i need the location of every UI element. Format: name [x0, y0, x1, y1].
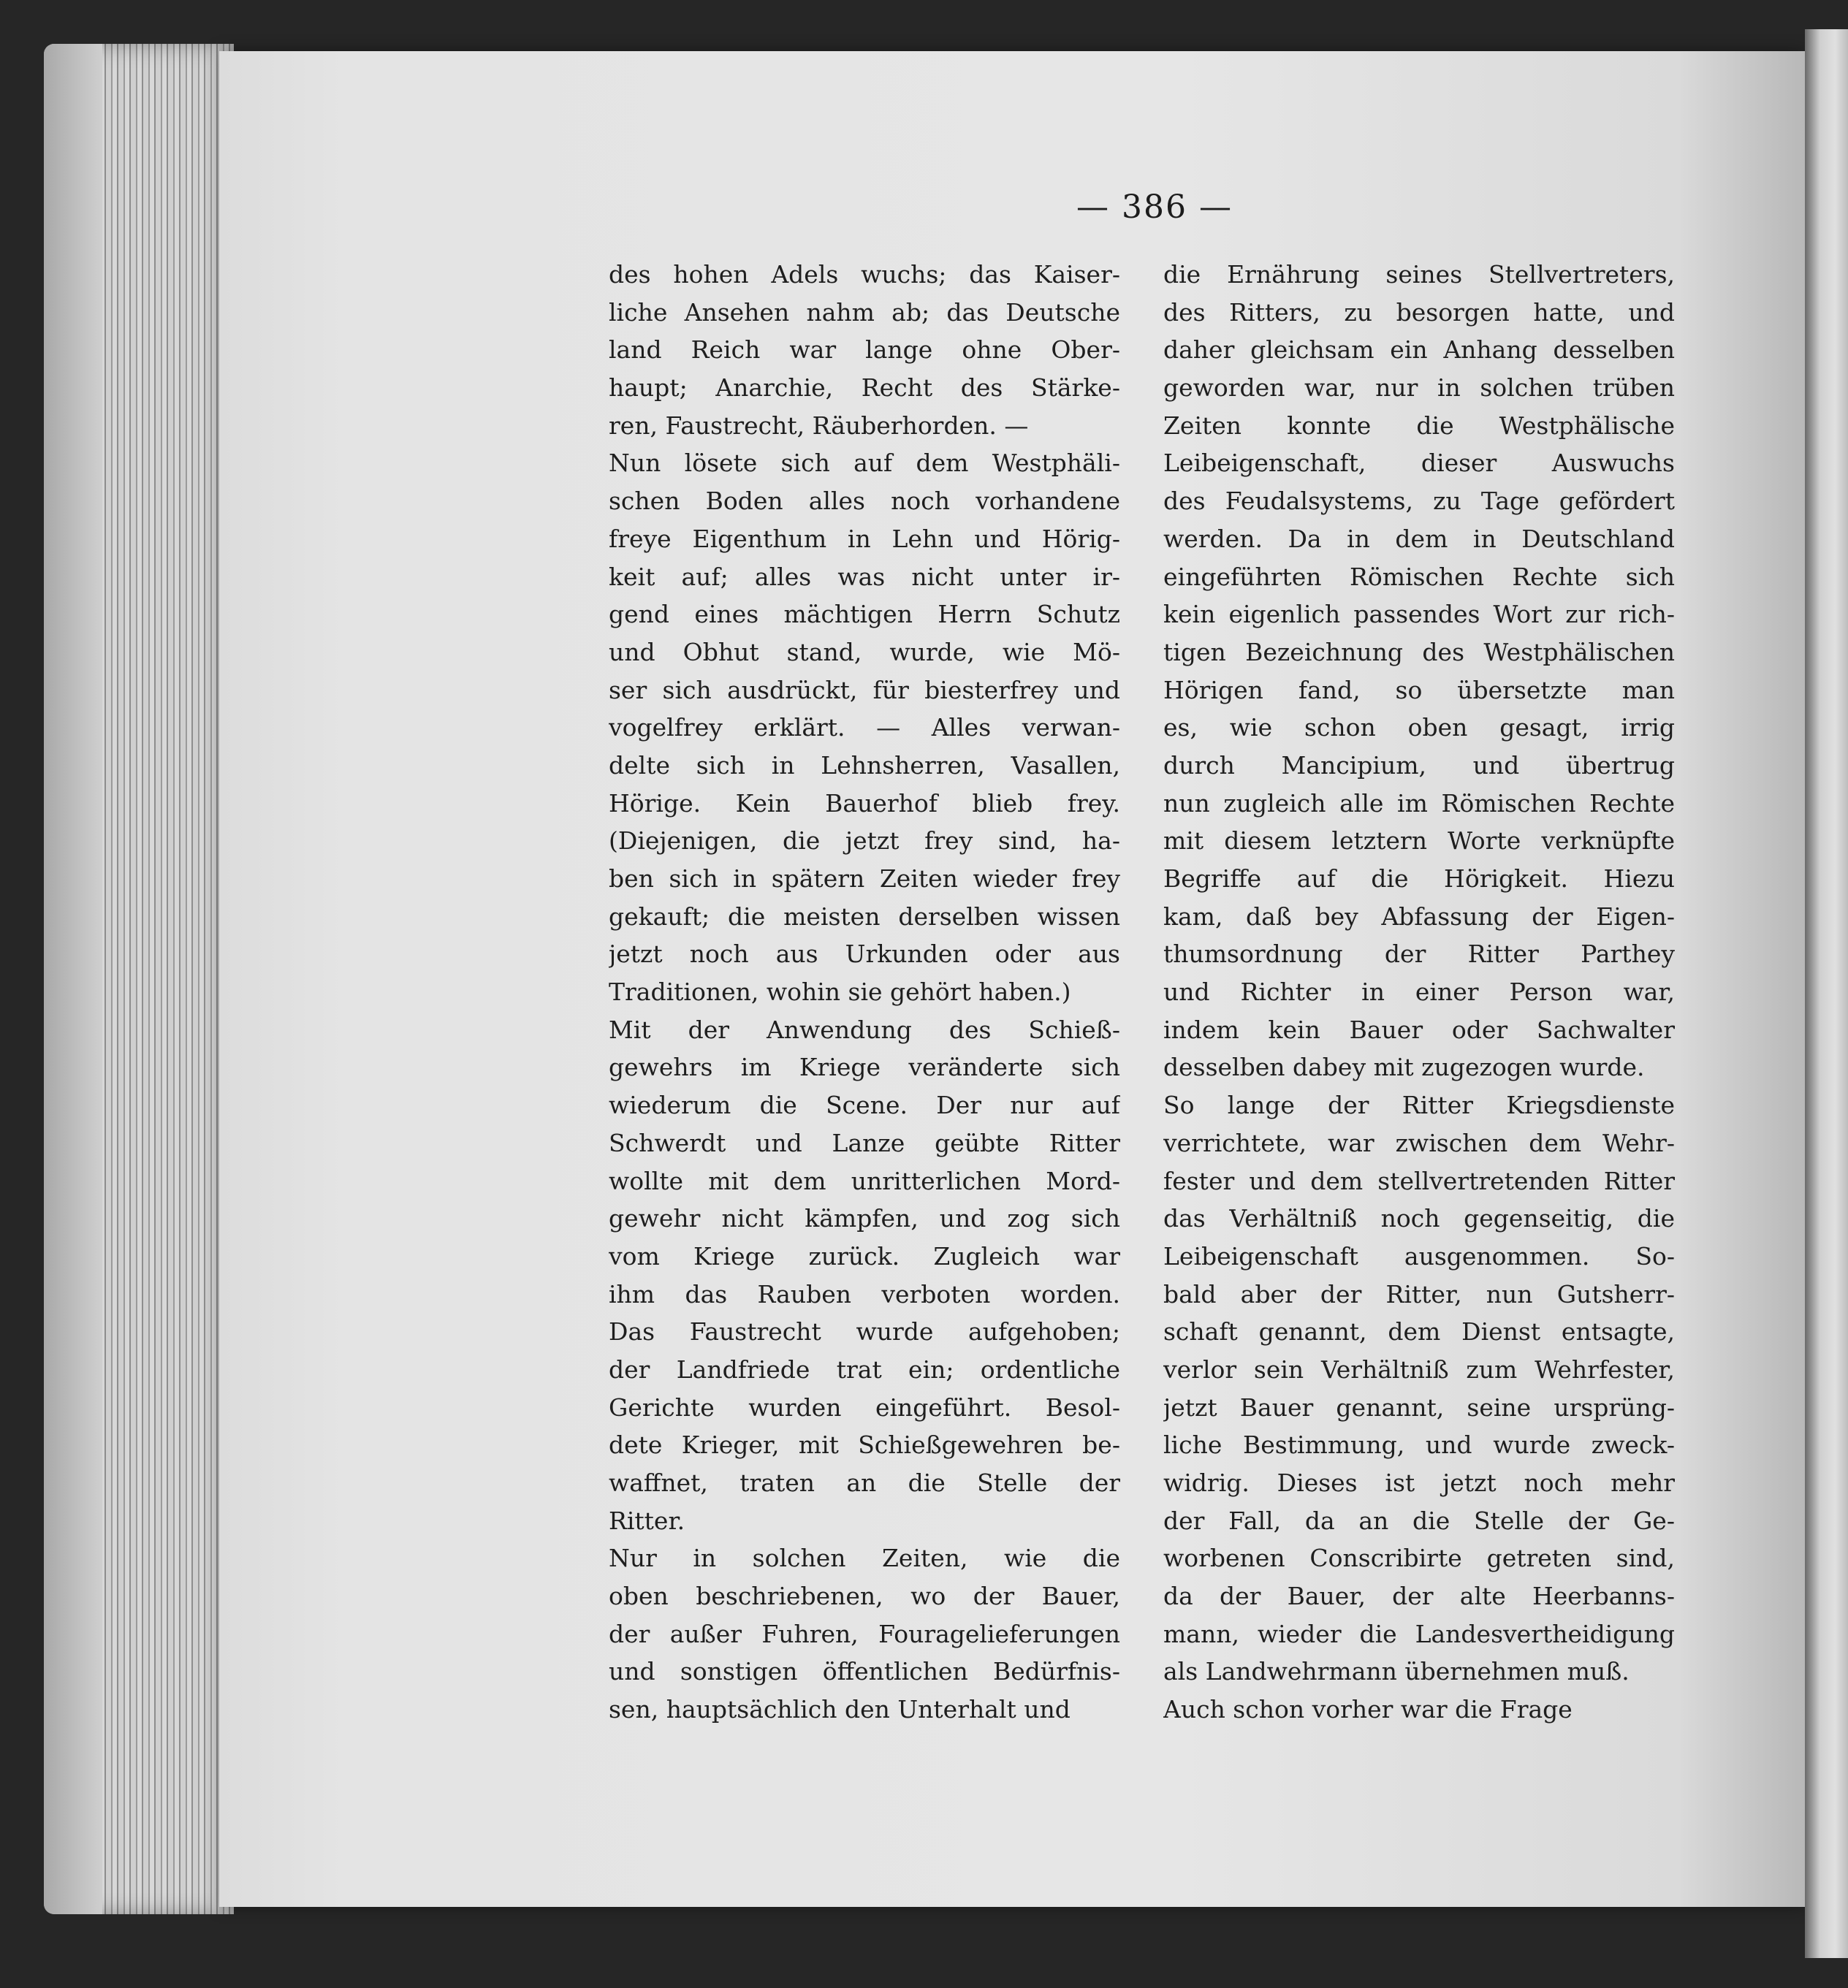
text-line: waffnet, traten an die Stelle der	[609, 1469, 1120, 1497]
text-line: und sonstigen öffentlichen Bedürfnis-	[609, 1657, 1120, 1686]
text-line: jetzt noch aus Urkunden oder aus	[609, 940, 1120, 969]
text-line: des Ritters, zu besorgen hatte, und	[1163, 297, 1675, 327]
text-line: Zeiten konnte die Westphälische	[1163, 411, 1675, 440]
text-line: die Ernährung seines Stellvertreters,	[1163, 260, 1675, 289]
text-line: der außer Fuhren, Fouragelieferungen	[609, 1619, 1120, 1648]
text-line: Begriffe auf die Hörigkeit. Hiezu	[1163, 864, 1675, 893]
text-line: der Fall, da an die Stelle der Ge-	[1163, 1506, 1675, 1535]
text-line: der Landfriede trat ein; ordentliche	[609, 1355, 1120, 1384]
text-line: gewehr nicht kämpfen, und zog sich	[609, 1204, 1120, 1233]
text-line: verlor sein Verhältniß zum Wehrfester,	[1163, 1355, 1675, 1384]
text-line: gekauft; die meisten derselben wissen	[609, 902, 1120, 931]
text-line: fester und dem stellvertretenden Ritter	[1163, 1166, 1675, 1195]
text-line: gend eines mächtigen Herrn Schutz	[609, 600, 1120, 629]
text-line: und Richter in einer Person war,	[1163, 978, 1675, 1007]
text-line: So lange der Ritter Kriegsdienste	[1163, 1091, 1675, 1120]
text-line: wollte mit dem unritterlichen Mord-	[609, 1166, 1120, 1195]
text-line: jetzt Bauer genannt, seine ursprüng-	[1163, 1393, 1675, 1422]
text-line: sen, hauptsächlich den Unterhalt und	[609, 1695, 1071, 1724]
text-line: durch Mancipium, und übertrug	[1163, 750, 1675, 780]
text-line: Hörigen fand, so übersetzte man	[1163, 675, 1675, 704]
text-line: Auch schon vorher war die Frage	[1163, 1695, 1573, 1724]
text-line: mann, wieder die Landesvertheidigung	[1163, 1619, 1675, 1648]
text-line: werden. Da in dem in Deutschland	[1163, 524, 1675, 553]
text-line: desselben dabey mit zugezogen wurde.	[1163, 1053, 1645, 1082]
text-line: es, wie schon oben gesagt, irrig	[1163, 713, 1675, 742]
page-number: — 386 —	[1076, 188, 1233, 226]
text-line: freye Eigenthum in Lehn und Hörig-	[609, 524, 1120, 553]
page-edges	[44, 44, 234, 1914]
text-line: Das Faustrecht wurde aufgehoben;	[609, 1317, 1120, 1347]
text-line: ser sich ausdrückt, für biesterfrey und	[609, 675, 1120, 704]
text-line: vogelfrey erklärt. — Alles verwan-	[609, 713, 1120, 742]
text-line: kam, daß bey Abfassung der Eigen-	[1163, 902, 1675, 931]
text-line: Gerichte wurden eingeführt. Besol-	[609, 1393, 1120, 1422]
text-line: kein eigenlich passendes Wort zur rich-	[1163, 600, 1675, 629]
text-line: worbenen Conscribirte getreten sind,	[1163, 1544, 1675, 1573]
text-line: des hohen Adels wuchs; das Kaiser-	[609, 260, 1120, 289]
text-line: Ritter.	[609, 1506, 685, 1535]
text-line: das Verhältniß noch gegenseitig, die	[1163, 1204, 1675, 1233]
text-line: Mit der Anwendung des Schieß-	[609, 1015, 1120, 1044]
text-line: Hörige. Kein Bauerhof blieb frey.	[609, 788, 1120, 818]
text-line: verrichtete, war zwischen dem Wehr-	[1163, 1128, 1675, 1157]
text-line: vom Kriege zurück. Zugleich war	[609, 1241, 1120, 1271]
text-line: indem kein Bauer oder Sachwalter	[1163, 1015, 1675, 1044]
text-line: eingeführten Römischen Rechte sich	[1163, 562, 1675, 591]
text-line: Traditionen, wohin sie gehört haben.)	[609, 978, 1071, 1007]
text-line: und Obhut stand, wurde, wie Mö-	[609, 637, 1120, 666]
text-line: thumsordnung der Ritter Parthey	[1163, 940, 1675, 969]
text-line: gewehrs im Kriege veränderte sich	[609, 1053, 1120, 1082]
text-line: Nur in solchen Zeiten, wie die	[609, 1544, 1120, 1573]
text-line: geworden war, nur in solchen trüben	[1163, 373, 1675, 403]
book-gutter	[1805, 29, 1848, 1958]
text-line: ben sich in spätern Zeiten wieder frey	[609, 864, 1120, 893]
text-line: tigen Bezeichnung des Westphälischen	[1163, 637, 1675, 666]
text-line: nun zugleich alle im Römischen Rechte	[1163, 788, 1675, 818]
text-line: oben beschriebenen, wo der Bauer,	[609, 1582, 1120, 1611]
text-line: Schwerdt und Lanze geübte Ritter	[609, 1128, 1120, 1157]
text-line: ihm das Rauben verboten worden.	[609, 1279, 1120, 1309]
text-line: mit diesem letztern Worte verknüpfte	[1163, 826, 1675, 856]
text-line: haupt; Anarchie, Recht des Stärke-	[609, 373, 1120, 403]
text-line: bald aber der Ritter, nun Gutsherr-	[1163, 1279, 1675, 1309]
text-line: liche Bestimmung, und wurde zweck-	[1163, 1431, 1675, 1460]
text-line: daher gleichsam ein Anhang desselben	[1163, 335, 1675, 365]
text-line: Leibeigenschaft, dieser Auswuchs	[1163, 449, 1675, 478]
text-line: wiederum die Scene. Der nur auf	[609, 1091, 1120, 1120]
text-line: dete Krieger, mit Schießgewehren be-	[609, 1431, 1120, 1460]
text-line: als Landwehrmann übernehmen muß.	[1163, 1657, 1630, 1686]
text-line: Nun lösete sich auf dem Westphäli-	[609, 449, 1120, 478]
text-line: land Reich war lange ohne Ober-	[609, 335, 1120, 365]
text-line: des Feudalsystems, zu Tage gefördert	[1163, 487, 1675, 516]
text-line: da der Bauer, der alte Heerbanns-	[1163, 1582, 1675, 1611]
text-line: Leibeigenschaft ausgenommen. So-	[1163, 1241, 1675, 1271]
text-line: widrig. Dieses ist jetzt noch mehr	[1163, 1469, 1675, 1497]
text-column-right	[1163, 256, 1675, 1729]
text-line: keit auf; alles was nicht unter ir-	[609, 562, 1120, 591]
text-column-left	[609, 256, 1120, 1729]
text-line: (Diejenigen, die jetzt frey sind, ha-	[609, 826, 1120, 856]
text-line: schen Boden alles noch vorhandene	[609, 487, 1120, 516]
text-line: liche Ansehen nahm ab; das Deutsche	[609, 297, 1120, 327]
text-line: ren, Faustrecht, Räuberhorden. —	[609, 411, 1029, 440]
text-line: delte sich in Lehnsherren, Vasallen,	[609, 750, 1120, 780]
text-line: schaft genannt, dem Dienst entsagte,	[1163, 1317, 1675, 1347]
